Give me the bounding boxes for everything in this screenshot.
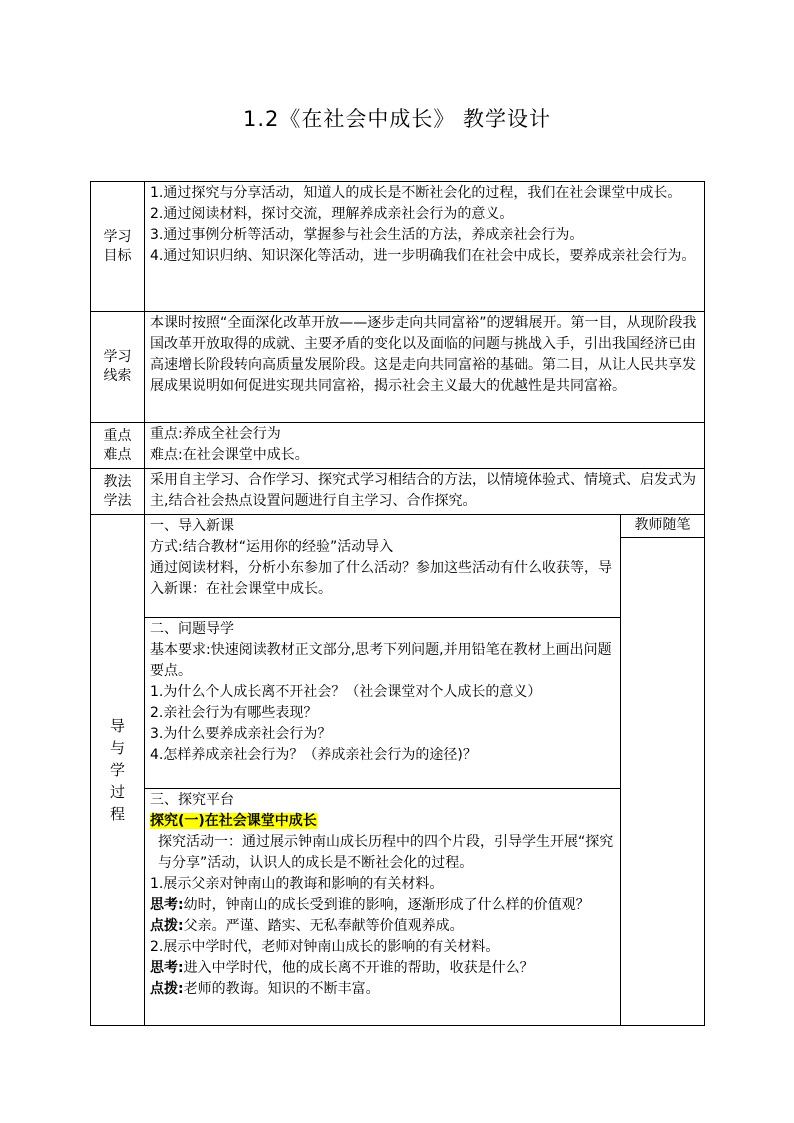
key-points-label-line2: 难点: [103, 446, 132, 463]
key-points-label-line1: 重点: [103, 427, 132, 444]
key-point: 重点:养成全社会行为: [150, 426, 281, 442]
question-4: 4.怎样养成亲社会行为？（养成亲社会行为的途径)？: [150, 747, 477, 763]
process-label: [91, 515, 145, 1026]
difficult-point: 难点:在社会课堂中成长。: [150, 447, 309, 463]
clue-content: [145, 312, 705, 423]
key-points-content: [145, 423, 705, 469]
section-intro: [145, 515, 620, 618]
objective-1: 1.通过探究与分享活动，知道人的成长是不断社会化的过程，我们在社会课堂中成长。: [150, 185, 682, 201]
objective-3: 3.通过事例分析等活动，掌握参与社会生活的方法，养成亲社会行为。: [150, 227, 584, 243]
section-explore-heading: 三、探究平台: [150, 792, 234, 808]
explore-item-1: 1.展示父亲对钟南山的教诲和影响的有关材料。: [150, 876, 444, 892]
objective-2: 2.通过阅读材料，探讨交流，理解养成亲社会行为的意义。: [150, 206, 514, 222]
teacher-notes-header: 教师随笔: [621, 515, 704, 538]
tip-1-label: 点拨:: [150, 918, 184, 934]
think-1-label: 思考:: [150, 897, 184, 913]
key-points-row: [91, 423, 705, 469]
section-explore: [145, 789, 620, 1025]
tip-2: [150, 979, 616, 1000]
process-row: [91, 515, 705, 1026]
think-2-text: 进入中学时代，他的成长离不开谁的帮助，收获是什么？: [183, 960, 534, 976]
process-label-char1: 导: [109, 717, 125, 735]
methods-label-line2: 学法: [103, 492, 132, 509]
methods-label: [91, 469, 145, 515]
section-intro-heading: 一、导入新课: [150, 518, 234, 534]
document-title: 1.2《在社会中成长》 教学设计: [242, 107, 552, 131]
tip-2-text: 老师的教诲。知识的不断丰富。: [183, 981, 380, 997]
think-1: [150, 895, 616, 916]
process-label-char3: 学: [109, 761, 125, 779]
teacher-notes-column: [621, 515, 705, 1026]
objectives-label: [91, 182, 145, 312]
methods-label-line1: 教法: [103, 473, 132, 490]
objectives-content: [145, 182, 705, 312]
section-questions-heading: 二、问题导学: [150, 621, 234, 637]
lesson-plan-table: [90, 181, 705, 1026]
objective-4: 4.通过知识归纳、知识深化等活动，进一步明确我们在社会中成长，要养成亲社会行为。: [150, 248, 696, 264]
process-label-char4: 过: [109, 783, 125, 801]
objectives-label-line1: 学习: [103, 228, 132, 245]
clue-label-line1: 学习: [103, 349, 132, 365]
section-questions-requirement: 基本要求:快速阅读教材正文部分,思考下列问题,并用铅笔在教材上画出问题要点。: [150, 642, 612, 679]
think-1-text: 幼时，钟南山的成长受到谁的影响，逐渐形成了什么样的价值观？: [183, 897, 590, 913]
methods-row: [91, 469, 705, 515]
clue-label-line2: 线索: [103, 368, 132, 384]
section-intro-line1: 方式:结合教材“运用你的经验”活动导入: [150, 539, 394, 555]
section-guided-questions: [145, 618, 620, 789]
question-1: 1.为什么个人成长离不开社会？（社会课堂对个人成长的意义）: [150, 684, 542, 700]
explore-item-2: 2.展示中学时代，老师对钟南山成长的影响的有关材料。: [150, 939, 500, 955]
process-content: [145, 515, 621, 1026]
clue-text: 本课时按照“全面深化改革开放——逐步走向共同富裕”的逻辑展开。第一目，从现阶段我国改革开放取得的成就、主要矛盾的变化以及面临的问题与挑战入手，引出我国经济已由高速增长阶段转向高质量发展阶段。这是走向共同富裕的基础。第二目，从让人民共享发展成果说明如何促进实现共同富裕，揭示社会主义最大的优越性是共同富裕。: [150, 315, 697, 394]
think-2: [150, 958, 616, 979]
tip-1: [150, 916, 616, 937]
tip-1-text: 父亲。严谨、踏实、无私奉献等价值观养成。: [183, 918, 464, 934]
question-2: 2.亲社会行为有哪些表现？: [150, 705, 318, 721]
clue-label: [91, 312, 145, 423]
tip-2-label: 点拨:: [150, 981, 184, 997]
key-points-label: [91, 423, 145, 469]
process-label-char2: 与: [109, 739, 125, 757]
explore-activity: 探究活动一：通过展示钟南山成长历程中的四个片段，引导学生开展“探究与分享”活动，认识人的成长是不断社会化的过程。: [158, 834, 614, 871]
process-label-char5: 程: [109, 805, 125, 823]
question-3: 3.为什么要养成亲社会行为？: [150, 726, 332, 742]
objectives-label-line2: 目标: [103, 247, 132, 264]
objectives-row: [91, 182, 705, 312]
explore-title-highlight: 探究(一)在社会课堂中成长: [150, 813, 317, 829]
clue-row: [91, 312, 705, 423]
methods-text: 采用自主学习、合作学习、探究式学习相结合的方法，以情境体验式、情境式、启发式为主,结合社会热点设置问题进行自主学习、合作探究。: [150, 472, 696, 509]
think-2-label: 思考:: [150, 960, 184, 976]
section-intro-line2: 通过阅读材料，分析小东参加了什么活动？参加这些活动有什么收获等，导入新课：在社会课堂中成长。: [150, 560, 612, 597]
methods-content: [145, 469, 705, 515]
